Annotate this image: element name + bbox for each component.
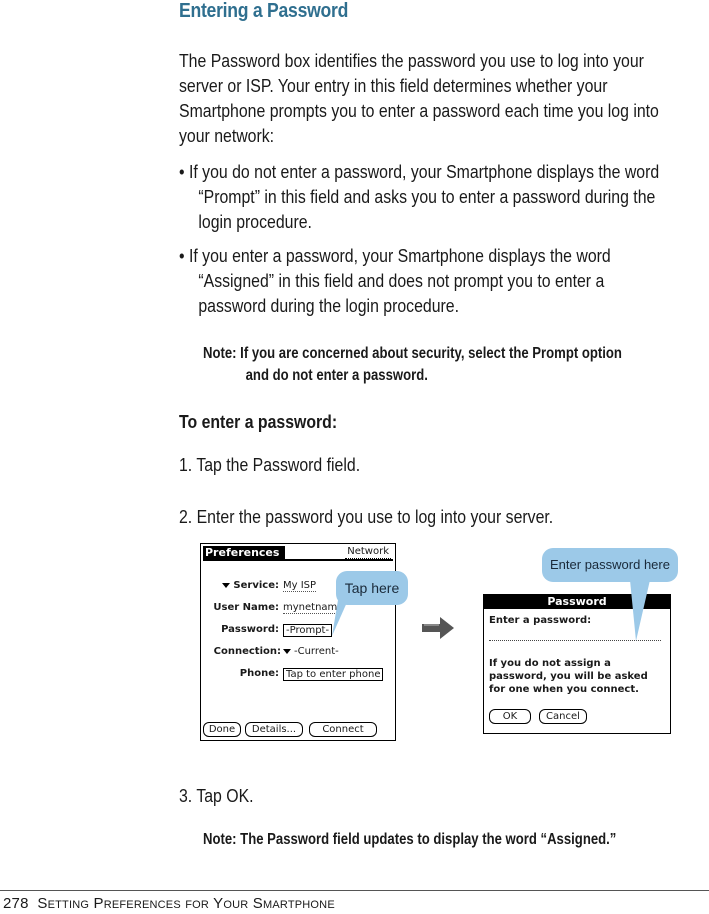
service-value[interactable]: My ISP: [283, 580, 317, 591]
note-label: Note: [203, 831, 233, 848]
cancel-button[interactable]: Cancel: [539, 709, 587, 724]
section-heading: Entering a Password: [179, 0, 349, 22]
step-2: 2. Enter the password you use to log into your server.: [179, 507, 554, 527]
done-button[interactable]: Done: [203, 722, 241, 737]
password-field[interactable]: -Prompt-: [283, 624, 332, 637]
dialog-title: Password: [484, 595, 670, 609]
bullet-marker: •: [179, 246, 185, 266]
phone-row: [201, 668, 395, 682]
username-field[interactable]: mynetnam: [283, 602, 338, 613]
page-footer: [3, 895, 335, 912]
note-label: Note: [203, 345, 233, 362]
enter-password-callout-pointer: [620, 575, 670, 645]
security-note: [203, 343, 638, 387]
enter-password-callout: Enter password here: [542, 548, 678, 582]
password-label: Password:: [221, 624, 279, 635]
intro-paragraph: The Password box identifies the password you use to log into your server or ISP. Your entry in this field determines whether your Smartphone prompts you to enter a password each time you log into your network:: [179, 51, 659, 146]
note-text: : If you are concerned about security, select the Prompt option and do not enter a password.: [232, 345, 622, 384]
connect-button[interactable]: Connect: [309, 722, 377, 737]
phone-field[interactable]: Tap to enter phone: [283, 668, 383, 681]
ok-button[interactable]: OK: [489, 709, 531, 724]
step-3: 3. Tap OK.: [179, 786, 254, 806]
connection-row: [201, 646, 395, 660]
details-button[interactable]: Details...: [245, 722, 303, 737]
connection-value[interactable]: -Current-: [283, 646, 339, 657]
page-number: 278: [3, 895, 29, 912]
assigned-note: [203, 829, 638, 851]
dropdown-arrow-icon: [283, 649, 291, 654]
section-title: Setting Preferences for Your Smartphone: [37, 895, 335, 912]
step-1: 1. Tap the Password field.: [179, 455, 361, 475]
bullet-text: If you enter a password, your Smartphone displays the word “Assigned” in this field and does not prompt you to enter a password during the login procedure.: [188, 246, 611, 316]
tap-here-callout: Tap here: [336, 571, 408, 605]
note-text: : The Password field updates to display the word “Assigned.”: [232, 831, 617, 848]
dropdown-arrow-icon: [222, 583, 230, 588]
connection-label: Connection:: [213, 646, 281, 657]
dialog-info-text: If you do not assign a password, you will be asked for one when you connect.: [489, 658, 648, 695]
bullet-text: If you do not enter a password, your Smartphone displays the word “Prompt” in this field and asks you to enter a password during the login procedure.: [188, 162, 660, 232]
service-label: Service:: [201, 580, 279, 591]
title-underline: [203, 559, 393, 561]
bullet-item: [179, 244, 672, 319]
footer-divider: [0, 890, 709, 891]
phone-label: Phone:: [239, 668, 279, 679]
preferences-title: Preferences: [203, 546, 285, 560]
right-arrow-icon: [420, 614, 456, 642]
network-tab[interactable]: Network: [347, 546, 389, 557]
dialog-prompt: Enter a password:: [489, 615, 592, 626]
bullet-marker: •: [179, 162, 185, 182]
procedure-title: To enter a password:: [179, 412, 338, 432]
username-label: User Name:: [213, 602, 279, 613]
bullet-item: [179, 160, 672, 235]
